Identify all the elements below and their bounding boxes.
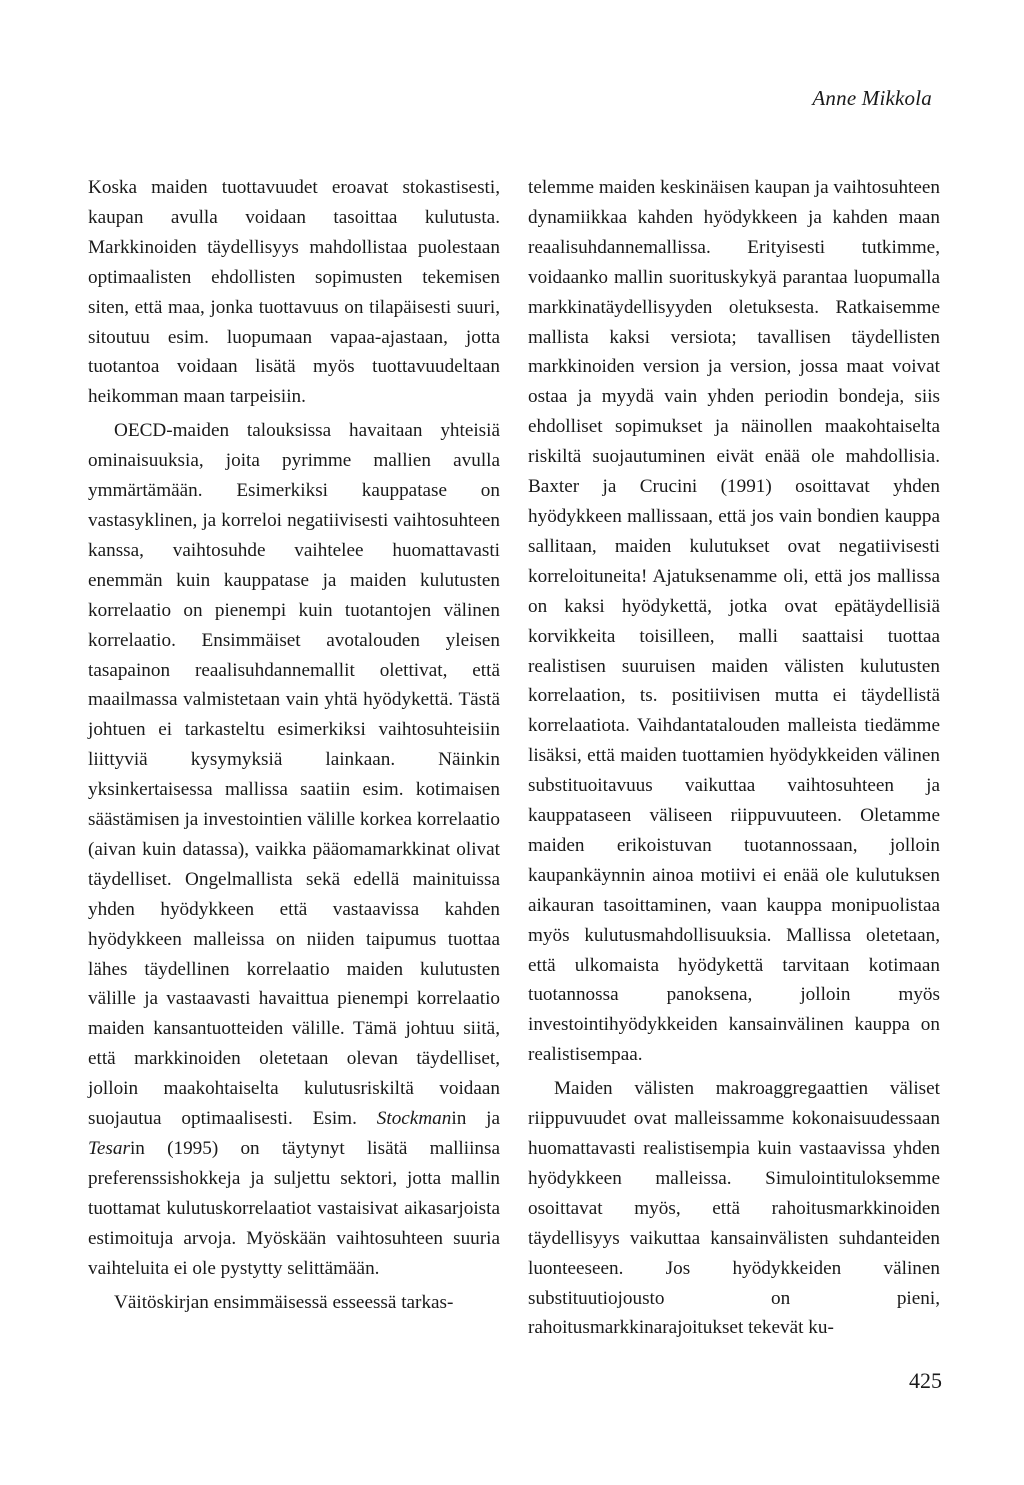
paragraph-text: in (1995) on täytynyt lisätä malliinsa preferenssishokkeja ja suljettu sektori, jotta mallin tuottamat kulutuskorrelaatiot vastaisivat aikasarjoista estimoituja arvoja. Myöskään vaihtosuhteen suuria vaihteluita ei ole pystytty selittämään. bbox=[88, 1138, 500, 1279]
left-column bbox=[88, 173, 500, 1321]
italic-name: Stockman bbox=[376, 1108, 452, 1130]
paragraph: Väitöskirjan ensimmäisessä esseessä tarkas- bbox=[114, 1291, 454, 1313]
italic-name: Tesar bbox=[88, 1138, 130, 1159]
right-column bbox=[528, 173, 940, 1347]
paragraph: telemme maiden keskinäisen kaupan ja vaihtosuhteen dynamiikkaa kahden hyödykkeen ja kahden maan reaalisuhdannemallissa. Erityisesti tutkimme, voidaanko mallin suorituskykyä parantaa luopumalla markkinatäydellisyyden oletuksesta. Ratkaisemme mallista kaksi versiota; tavallisen täydellisten markkinoiden version ja version, jossa maat voivat ostaa ja myydä vain yhden periodin bondeja, siis ehdolliset sopimukset ja näinollen maakohtaiselta riskiltä suojautuminen eivät enää ole mahdollisia. Baxter ja Crucini (1991) osoittavat yhden hyödykkeen mallissaan, että jos vain bondien kauppa sallitaan, maiden kulutukset ovat negatiivisesti korreloituneita! Ajatuksenamme oli, että jos mallissa on kaksi hyödykettä, jotka ovat epätäydellisiä korvikkeita toisilleen, malli saattaisi tuottaa realistisen suuruisen maiden välisten kulutusten korrelaation, ts. positiivisen mutta ei täydellistä korrelaatiota. Vaihdantatalouden malleista tiedämme lisäksi, että maiden tuottamien hyödykkeiden välinen substituoitavuus vaikuttaa vaihtosuhteen ja kauppataseen väliseen riippuvuuteen. Oletamme maiden erikoistuvan tuotannossaan, jolloin kaupankäynnin ainoa motiivi ei enää ole kulutuksen aikauran tasoittaminen, vaan kauppa monipuolistaa myös kulutusmahdollisuuksia. Mallissa oletetaan, että ulkomaista hyödykettä tarvitaan kotimaan tuotannossa panoksena, jolloin myös investointihyödykkeiden kansainvälinen kauppa on realistisempaa. bbox=[528, 177, 940, 1066]
paragraph-text: OECD-maiden talouksissa havaitaan yhteisiä ominaisuuksia, joita pyrimme mallien avulla ymmärtämään. Esimerkiksi kauppatase on vastasyklinen, ja korreloi negatiivisesti vaihtosuhteen kanssa, vaihtosuhde vaihtelee huomattavasti enemmän kuin kauppatase ja maiden kulutusten korrelaatio on pienempi kuin tuotantojen välinen korrelaatio. Ensimmäiset avotalouden yleisen tasapainon reaalisuhdannemallit olettivat, että maailmassa valmistetaan vain yhtä hyödykettä. Tästä johtuen ei tarkasteltu esimerkiksi vaihtosuhteisiin liittyviä kysymyksiä lainkaan. Näinkin yksinkertaisessa mallissa saatiin esim. kotimaisen säästämisen ja investointien välille korkea korrelaatio (aivan kuin datassa), vaikka pääomamarkkinat olivat täydelliset. Ongelmallista sekä edellä mainituissa yhden hyödykkeen että vastaavissa kahden hyödykkeen malleissa on niiden taipumus tuottaa lähes täydellinen korrelaatio maiden kulutusten välille ja vastaavasti havaittua pienempi korrelaatio maiden kansantuotteiden välille. Tämä johtuu siitä, että markkinoiden oletetaan olevan täydelliset, jolloin maakohtaiselta kulutusriskiltä voidaan suojautua optimaalisesti. Esim. bbox=[88, 420, 500, 1130]
paragraph: Koska maiden tuottavuudet eroavat stokastisesti, kaupan avulla voidaan tasoittaa kulutusta. Markkinoiden täydellisyys mahdollistaa puolestaan optimaalisten ehdollisten sopimusten tekemisen siten, että maa, jonka tuottavuus on tilapäisesti suuri, sitoutuu esim. luopumaan vapaa-ajastaan, jotta tuotantoa voidaan lisätä myös tuottavuudeltaan heikomman maan tarpeisiin. bbox=[88, 177, 500, 408]
paragraph bbox=[88, 416, 500, 1283]
paragraph: Maiden välisten makroaggregaattien väliset riippuvuudet ovat malleissamme kokonaisuudessaan huomattavasti realistisempia kuin vastaavissa yhden hyödykkeen malleissa. Simulointituloksemme osoittavat myös, että rahoitusmarkkinoiden täydellisyys vaikuttaa kansainvälisten suhdanteiden luonteeseen. Jos hyödykkeiden välinen substituutiojousto on pieni, rahoitusmarkkinarajoitukset tekevät ku- bbox=[528, 1078, 940, 1339]
page-number: 425 bbox=[909, 1368, 942, 1393]
paragraph-text: in ja bbox=[451, 1108, 501, 1130]
running-header-author: Anne Mikkola bbox=[812, 86, 932, 110]
